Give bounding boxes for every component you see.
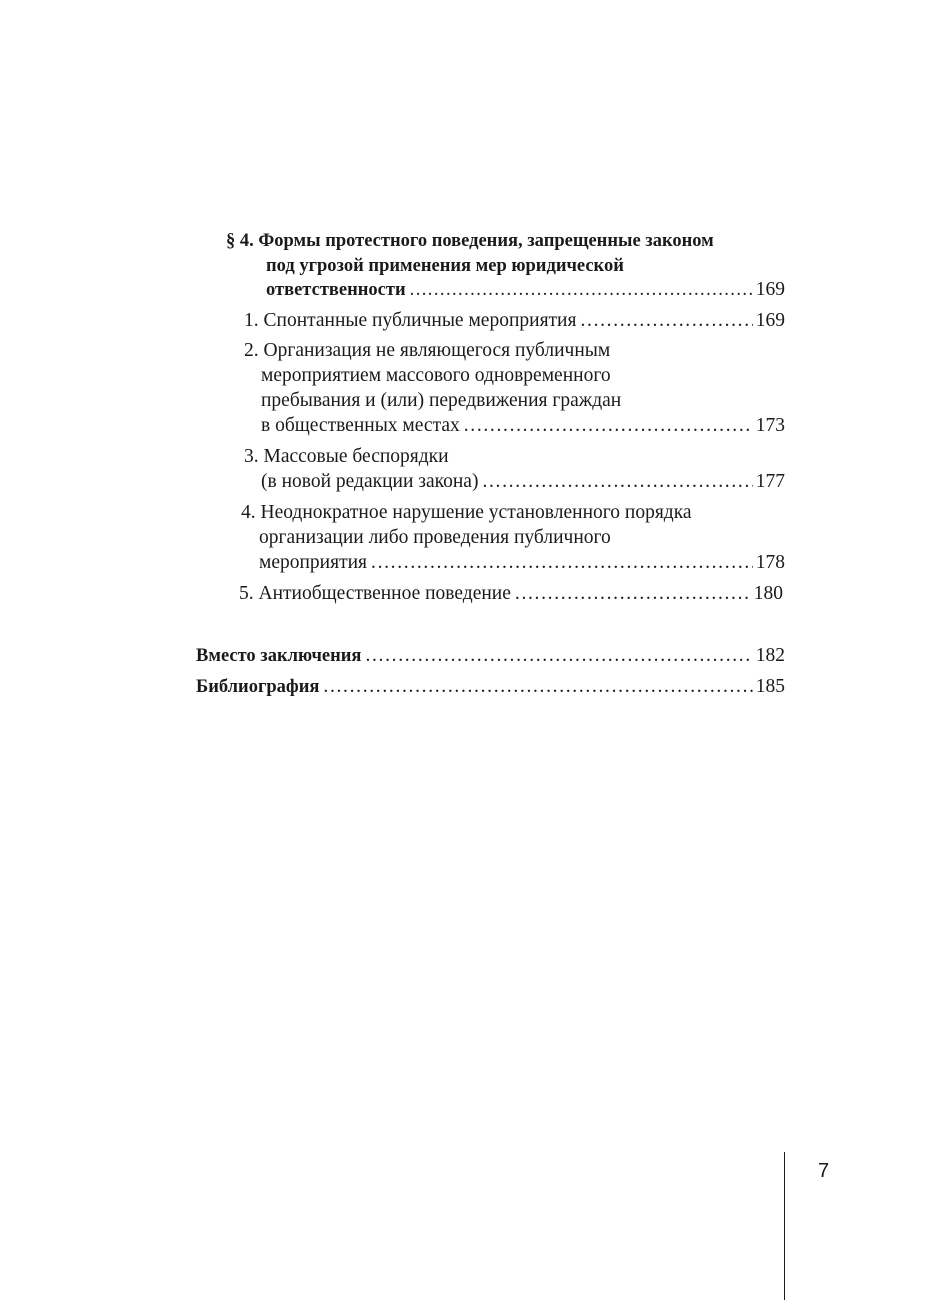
toc-entry-2-line-2 [261,364,611,388]
toc-entry-1[interactable] [244,309,785,333]
toc-entry-2-line-1 [244,339,610,363]
toc-entry-2[interactable] [261,414,785,438]
toc-section-heading [226,229,714,253]
toc-page-number: 177 [755,471,785,492]
toc-entry-4[interactable] [259,551,785,575]
dot-leader [580,309,752,333]
dot-leader [515,582,751,606]
toc-page-number: 169 [755,310,785,331]
toc-entry-title: Библиография [196,677,320,697]
toc-entry-title: (в новой редакции закона) [261,471,479,492]
dot-leader [464,414,753,438]
toc-section-heading-cont [266,254,624,278]
toc-entry-title: организации либо проведения публичного [259,527,611,548]
toc-entry-5[interactable] [239,582,783,606]
toc-entry-3-line-1 [244,445,449,469]
dot-leader [482,470,752,494]
toc-entry-4-line-1 [241,501,692,525]
toc-page-number: 169 [755,279,785,300]
toc-entry-title: 1. Спонтанные публичные мероприятия [244,310,577,331]
toc-page-number: 182 [755,645,785,666]
toc-entry-title: 2. Организация не являющегося публичным [244,340,611,361]
toc-section-title-line-3: ответственности [266,280,406,300]
toc-entry-title: в общественных местах [261,415,460,436]
toc-entry-title: Вместо заключения [196,646,362,666]
toc-page-number: 180 [753,583,783,604]
toc-section-title-line-1: § 4. Формы протестного поведения, запрещенные законом [226,231,714,251]
toc-entry-title: мероприятием массового одновременного [261,365,611,386]
toc-entry-title: пребывания и (или) передвижения граждан [261,390,622,411]
margin-rule [784,1152,785,1300]
dot-leader [365,644,752,668]
dot-leader [323,675,752,699]
toc-entry-title: 3. Массовые беспорядки [244,446,449,467]
dot-leader [371,551,753,575]
toc-entry-bibliography[interactable] [196,675,785,699]
toc-entry-section-4[interactable] [266,278,785,302]
toc-page-number: 173 [755,415,785,436]
toc-entry-3[interactable] [261,470,785,494]
toc-entry-title: 4. Неоднократное нарушение установленного порядка [241,502,692,523]
dot-leader [410,278,753,302]
toc-entry-conclusion[interactable] [196,644,785,668]
toc-page-number: 178 [755,552,785,573]
toc-entry-4-line-2 [259,526,611,550]
toc-entry-2-line-3 [261,389,621,413]
toc-entry-title: мероприятия [259,552,368,573]
toc-page-number: 185 [755,676,785,697]
toc-entry-title: 5. Антиобщественное поведение [239,583,511,604]
toc-section-title-line-2: под угрозой применения мер юридической [266,256,624,276]
page-number: 7 [818,1160,830,1182]
